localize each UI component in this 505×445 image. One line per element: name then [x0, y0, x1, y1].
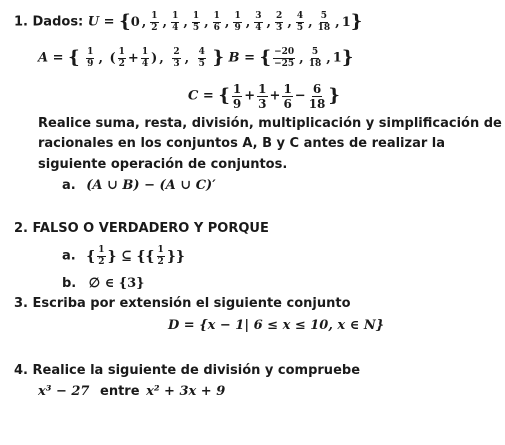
- C-term-3: $\frac{1}{6}$: [283, 81, 292, 111]
- U-elem-7: $\frac{3}{4}$: [255, 10, 262, 33]
- U-elem-10: $\frac{5}{18}$: [317, 10, 331, 33]
- comma: ,: [287, 14, 292, 30]
- B-elem-2: $\frac{5}{18}$: [308, 46, 322, 69]
- equals-sign: =: [244, 50, 255, 66]
- brace-close: }: [328, 85, 340, 106]
- B-elem-1: $\frac{-20}{-25}$: [274, 46, 295, 69]
- q2-item-b: [62, 274, 145, 294]
- A-elem-4: $\frac{4}{5}$: [198, 46, 205, 69]
- A-elem-3: $\frac{2}{3}$: [173, 46, 180, 69]
- C-term-2: $\frac{1}{3}$: [258, 81, 267, 111]
- brace-open: {: [218, 85, 230, 106]
- equals-sign: =: [52, 50, 64, 66]
- subset-expression: { $\frac{1}{2}$ } ⊆ {{ $\frac{1}{2}$ }}: [86, 244, 185, 267]
- set-U-name: U: [87, 14, 100, 30]
- q1-number: 1.: [14, 14, 28, 30]
- comma: ,: [204, 14, 209, 30]
- set-B-name: B: [228, 50, 240, 66]
- C-term-1: $\frac{1}{9}$: [232, 81, 242, 111]
- brace-open: {: [259, 47, 272, 68]
- brace-open: {: [68, 47, 80, 68]
- item-label: a.: [62, 178, 76, 193]
- comma: ,: [162, 14, 168, 30]
- U-elem-4: $\frac{1}{5}$: [192, 10, 200, 33]
- item-label: b.: [62, 276, 77, 291]
- q4-division: [38, 382, 225, 402]
- q2-item-a: [62, 242, 185, 270]
- q4-title: 4. Realice la siguiente de división y compruebe: [14, 363, 361, 378]
- A-elem-2: ( $\frac{1}{2}$ + $\frac{1}{4}$ ): [109, 46, 158, 69]
- brace-close: }: [350, 11, 363, 32]
- q1-instruction-3: siguiente operación de conjuntos.: [38, 157, 288, 172]
- q1-instruction-2: racionales en los conjuntos A, B y C antes de realizar la: [38, 136, 446, 151]
- divisor: x² + 3x + 9: [146, 384, 226, 399]
- q1-dados: Dados:: [32, 14, 84, 30]
- brace-close: }: [212, 47, 225, 68]
- brace-close: }: [341, 47, 354, 68]
- A-elem-1: $\frac{1}{9}$: [87, 46, 94, 69]
- U-elem-8: $\frac{2}{3}$: [276, 10, 283, 33]
- comma: ,: [141, 14, 147, 30]
- U-elem-11: 1: [341, 14, 351, 30]
- comma: ,: [308, 14, 313, 30]
- comma: ,: [245, 14, 251, 30]
- q2-title: 2. FALSO O VERDADERO Y PORQUE: [14, 221, 269, 236]
- set-A-name: A: [38, 50, 49, 66]
- comma: ,: [183, 14, 188, 30]
- comma: ,: [335, 14, 340, 30]
- q3-set-D: D = {x − 1| 6 ≤ x ≤ 10, x ∈ N}: [168, 318, 385, 333]
- q1-line-U: [14, 8, 362, 36]
- equals-sign: =: [202, 88, 214, 104]
- brace-open: {: [119, 11, 131, 32]
- item-label: a.: [62, 248, 76, 264]
- U-elem-3: $\frac{1}{4}$: [172, 10, 179, 33]
- U-elem-1: 0: [130, 14, 140, 30]
- q1-line-C: C = { $\frac{1}{9}$ + $\frac{1}{3}$ + $\frac{1}{6}$ − $\frac{6}{18}$ }: [188, 81, 340, 111]
- set-U-elements: [130, 10, 351, 33]
- entre-word: entre: [100, 384, 140, 399]
- C-term-4: $\frac{6}{18}$: [308, 81, 326, 111]
- comma: ,: [266, 14, 272, 30]
- U-elem-2: $\frac{1}{2}$: [151, 10, 158, 33]
- set-operation: (A ∪ B) − (A ∪ C)′: [86, 178, 216, 193]
- U-elem-5: $\frac{1}{6}$: [213, 10, 220, 33]
- comma: ,: [224, 14, 230, 30]
- U-elem-9: $\frac{4}{5}$: [296, 10, 304, 33]
- q3-title: 3. Escriba por extensión el siguiente conjunto: [14, 296, 351, 311]
- q1-item-a: [62, 176, 216, 196]
- q1-instruction-1: Realice suma, resta, división, multiplicación y simplificación de: [38, 116, 502, 131]
- B-elem-3: 1: [332, 50, 342, 66]
- equals-sign: =: [103, 14, 115, 30]
- U-elem-6: $\frac{1}{9}$: [234, 10, 241, 33]
- set-C-name: C: [188, 88, 199, 104]
- q1-line-AB: A = { $\frac{1}{9}$ , ( $\frac{1}{2}$ + $\frac{1}{4}$ ) , $\frac{2}{3}$ , $\frac{4}{5}$ } B = { $\frac{-20}{-25}$ , $\frac{5}{18}$ , 1}: [38, 46, 354, 69]
- membership-expression: ∅ ∈ {3}: [88, 276, 145, 291]
- dividend: x³ − 27: [38, 384, 90, 399]
